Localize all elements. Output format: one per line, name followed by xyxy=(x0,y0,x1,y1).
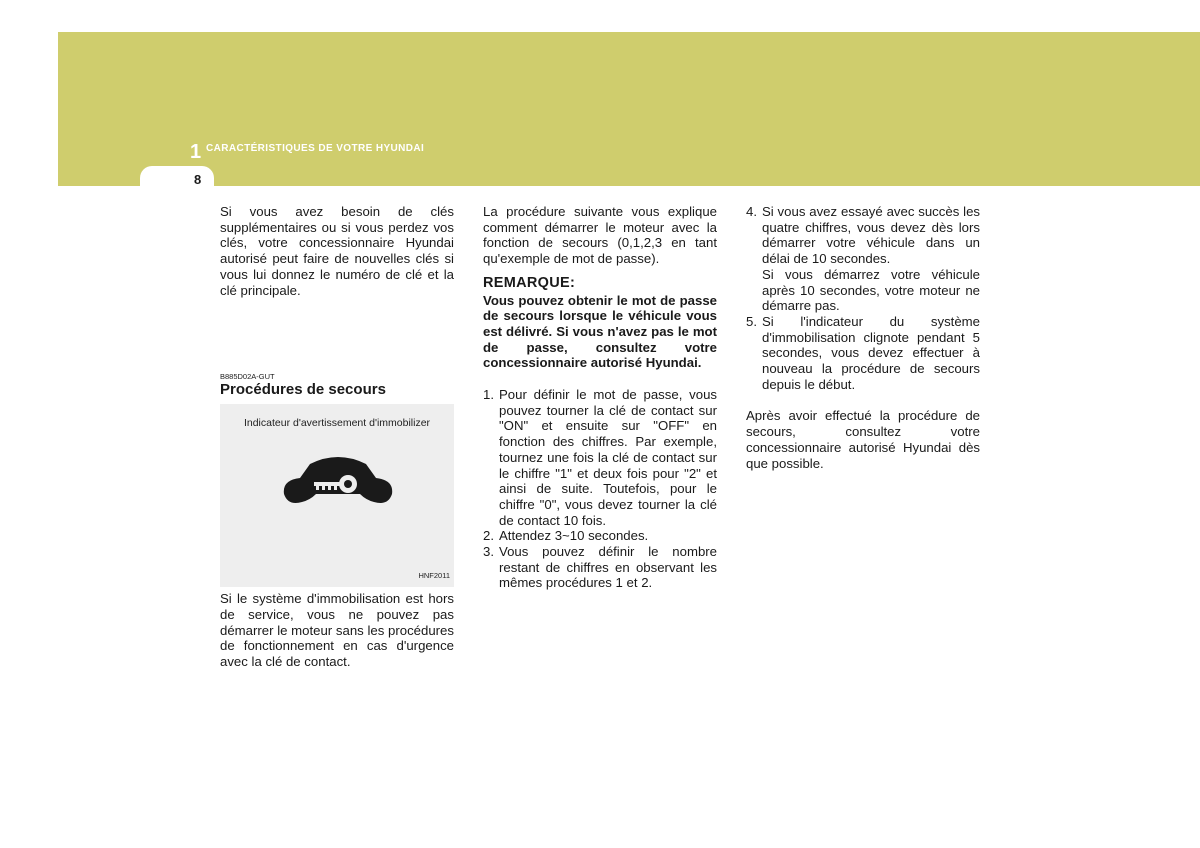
step-number: 5. xyxy=(746,313,757,329)
steps-list-continued xyxy=(746,204,980,392)
chapter-title: CARACTÉRISTIQUES DE VOTRE HYUNDAI xyxy=(206,143,425,154)
list-item xyxy=(483,528,717,544)
step-text: Pour définir le mot de passe, vous pouvez tourner la clé de contact sur "ON" et ensuite sur "OFF" en fonction des chiffres. Par exemple, tournez une fois la clé de contact sur le chiffre "1" et deux fois pour "2" et ainsi de suite. Toutefois, pour le chiffre "0", vous devez tourner la clé de contact 10 fois. xyxy=(499,387,717,528)
chapter-number: 1 xyxy=(190,141,202,163)
list-item xyxy=(483,387,717,528)
section-code: B885D02A-GUT xyxy=(220,372,275,382)
page-tab xyxy=(140,166,214,190)
step-text: Vous pouvez définir le nombre restant de chiffres en observant les mêmes procédures 1 et 2. xyxy=(499,544,717,591)
remarque-body: Vous pouvez obtenir le mot de passe de secours lorsque le véhicule vous est délivré. Si vous n'avez pas le mot de passe, consultez votre concessionnaire autorisé Hyundai. xyxy=(483,292,717,371)
step-text: Attendez 3~10 secondes. xyxy=(499,528,649,544)
step-text: Si vous avez essayé avec succès les quatre chiffres, vous devez dès lors démarrer votre véhicule dans un délai de 10 secondes. xyxy=(762,204,980,267)
step-number: 4. xyxy=(746,204,757,219)
step-number: 1. xyxy=(483,387,494,403)
list-item xyxy=(483,544,717,591)
figure-code: HNF2011 xyxy=(418,570,450,580)
immobilizer-key-car-icon xyxy=(282,454,394,524)
page-number: 8 xyxy=(194,172,202,187)
column-3 xyxy=(746,204,980,471)
closing-paragraph: Après avoir effectué la procédure de secours, consultez votre concessionnaire autorisé Hyundai dès que possible. xyxy=(746,408,980,471)
header-band xyxy=(58,32,1200,186)
step-text: Si l'indicateur du système d'immobilisation clignote pendant 5 secondes, vous devez effectuer à nouveau la procédure de secours depuis le début. xyxy=(762,313,980,392)
intro-paragraph: Si vous avez besoin de clés supplémentaires ou si vous perdez vos clés, votre concessionnaire Hyundai autorisé peut faire de nouvelles clés si vous lui donnez le numéro de clé et la clé principale. xyxy=(220,204,454,298)
list-item xyxy=(746,204,980,314)
procedure-intro: La procédure suivante vous explique comment démarrer le moteur avec la fonction de secours (0,1,2,3 en tant qu'exemple de mot de passe). xyxy=(483,204,717,267)
step-number: 2. xyxy=(483,528,494,544)
column-2 xyxy=(483,204,717,591)
step-text-group xyxy=(762,204,980,314)
remarque-title: REMARQUE: xyxy=(483,274,576,291)
step-extra-text: Si vous démarrez votre véhicule après 10 secondes, votre moteur ne démarre pas. xyxy=(762,266,980,314)
steps-list xyxy=(483,387,717,591)
section-title: Procédures de secours xyxy=(220,381,386,399)
after-figure-paragraph: Si le système d'immobilisation est hors de service, vous ne pouvez pas démarrer le moteur sans les procédures de fonctionnement en cas d'urgence avec la clé de contact. xyxy=(220,591,454,670)
list-item xyxy=(746,314,980,393)
figure-caption: Indicateur d'avertissement d'immobilizer xyxy=(243,417,431,430)
immobilizer-figure xyxy=(220,404,454,587)
step-number: 3. xyxy=(483,544,494,560)
column-1 xyxy=(220,204,454,670)
